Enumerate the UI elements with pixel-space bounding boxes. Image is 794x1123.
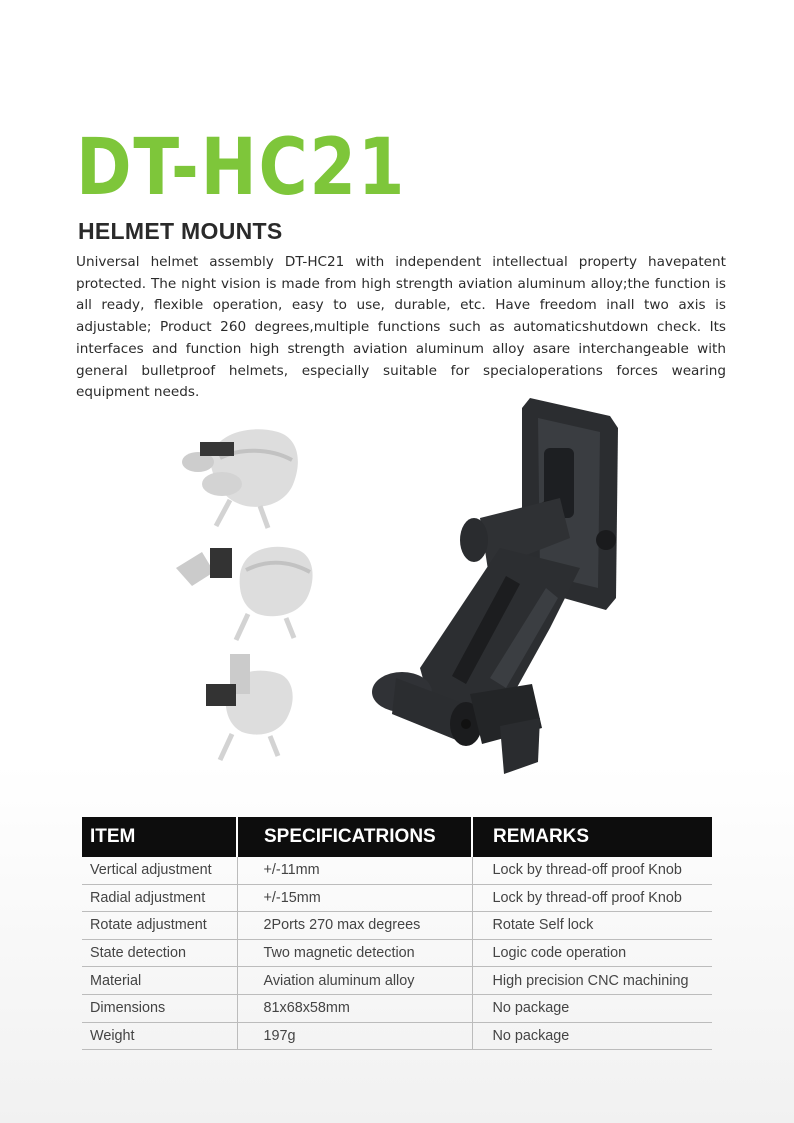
table-header-row bbox=[82, 817, 712, 857]
spec-cell: +/-15mm bbox=[237, 884, 472, 912]
item-cell: Radial adjustment bbox=[82, 884, 237, 912]
spec-cell: 2Ports 270 max degrees bbox=[237, 912, 472, 940]
header-remarks: REMARKS bbox=[472, 817, 712, 857]
item-cell: Dimensions bbox=[82, 994, 237, 1022]
table-row bbox=[82, 857, 712, 884]
specifications-table bbox=[82, 817, 712, 1050]
helmet-mount-product-image bbox=[372, 398, 618, 774]
spec-cell: 81x68x58mm bbox=[237, 994, 472, 1022]
product-photo-area bbox=[170, 388, 640, 788]
item-cell: State detection bbox=[82, 939, 237, 967]
remark-cell: No package bbox=[472, 994, 712, 1022]
product-description: Universal helmet assembly DT-HC21 with independent intellectual property havepatent protected. The night vision is made from high strength aviation aluminum alloy;the function is all ready, flexible operation, easy to use, durable, etc. Have freedom inall two axis is adjustable; Product 260 degrees,multiple functions such as automaticshutdown check. Its interfaces and function high strength aviation aluminum alloy asare interchangeable with general bulletproof helmets, especially suitable for specialoperations forces wearing equipment needs. bbox=[76, 254, 726, 401]
table-row bbox=[82, 994, 712, 1022]
table-row bbox=[82, 884, 712, 912]
header-specifications: SPECIFICATRIONS bbox=[237, 817, 472, 857]
remark-cell: Logic code operation bbox=[472, 939, 712, 967]
product-illustration bbox=[170, 388, 640, 788]
remark-cell: High precision CNC machining bbox=[472, 967, 712, 995]
spec-cell: +/-11mm bbox=[237, 857, 472, 884]
spec-cell: 197g bbox=[237, 1022, 472, 1050]
remark-cell: No package bbox=[472, 1022, 712, 1050]
item-cell: Vertical adjustment bbox=[82, 857, 237, 884]
table-row bbox=[82, 967, 712, 995]
table-row bbox=[82, 939, 712, 967]
remark-cell: Rotate Self lock bbox=[472, 912, 712, 940]
remark-cell: Lock by thread-off proof Knob bbox=[472, 857, 712, 884]
header-item: ITEM bbox=[82, 817, 237, 857]
spec-cell: Two magnetic detection bbox=[237, 939, 472, 967]
item-cell: Weight bbox=[82, 1022, 237, 1050]
helmet-view-1-image bbox=[182, 429, 298, 528]
table-row bbox=[82, 912, 712, 940]
spec-cell: Aviation aluminum alloy bbox=[237, 967, 472, 995]
item-cell: Rotate adjustment bbox=[82, 912, 237, 940]
item-cell: Material bbox=[82, 967, 237, 995]
product-model-title: DT-HC21 bbox=[76, 123, 407, 213]
remark-cell: Lock by thread-off proof Knob bbox=[472, 884, 712, 912]
table-row bbox=[82, 1022, 712, 1050]
product-category-heading: HELMET MOUNTS bbox=[78, 218, 283, 244]
helmet-view-3-image bbox=[206, 654, 293, 760]
helmet-view-2-image bbox=[176, 547, 313, 640]
